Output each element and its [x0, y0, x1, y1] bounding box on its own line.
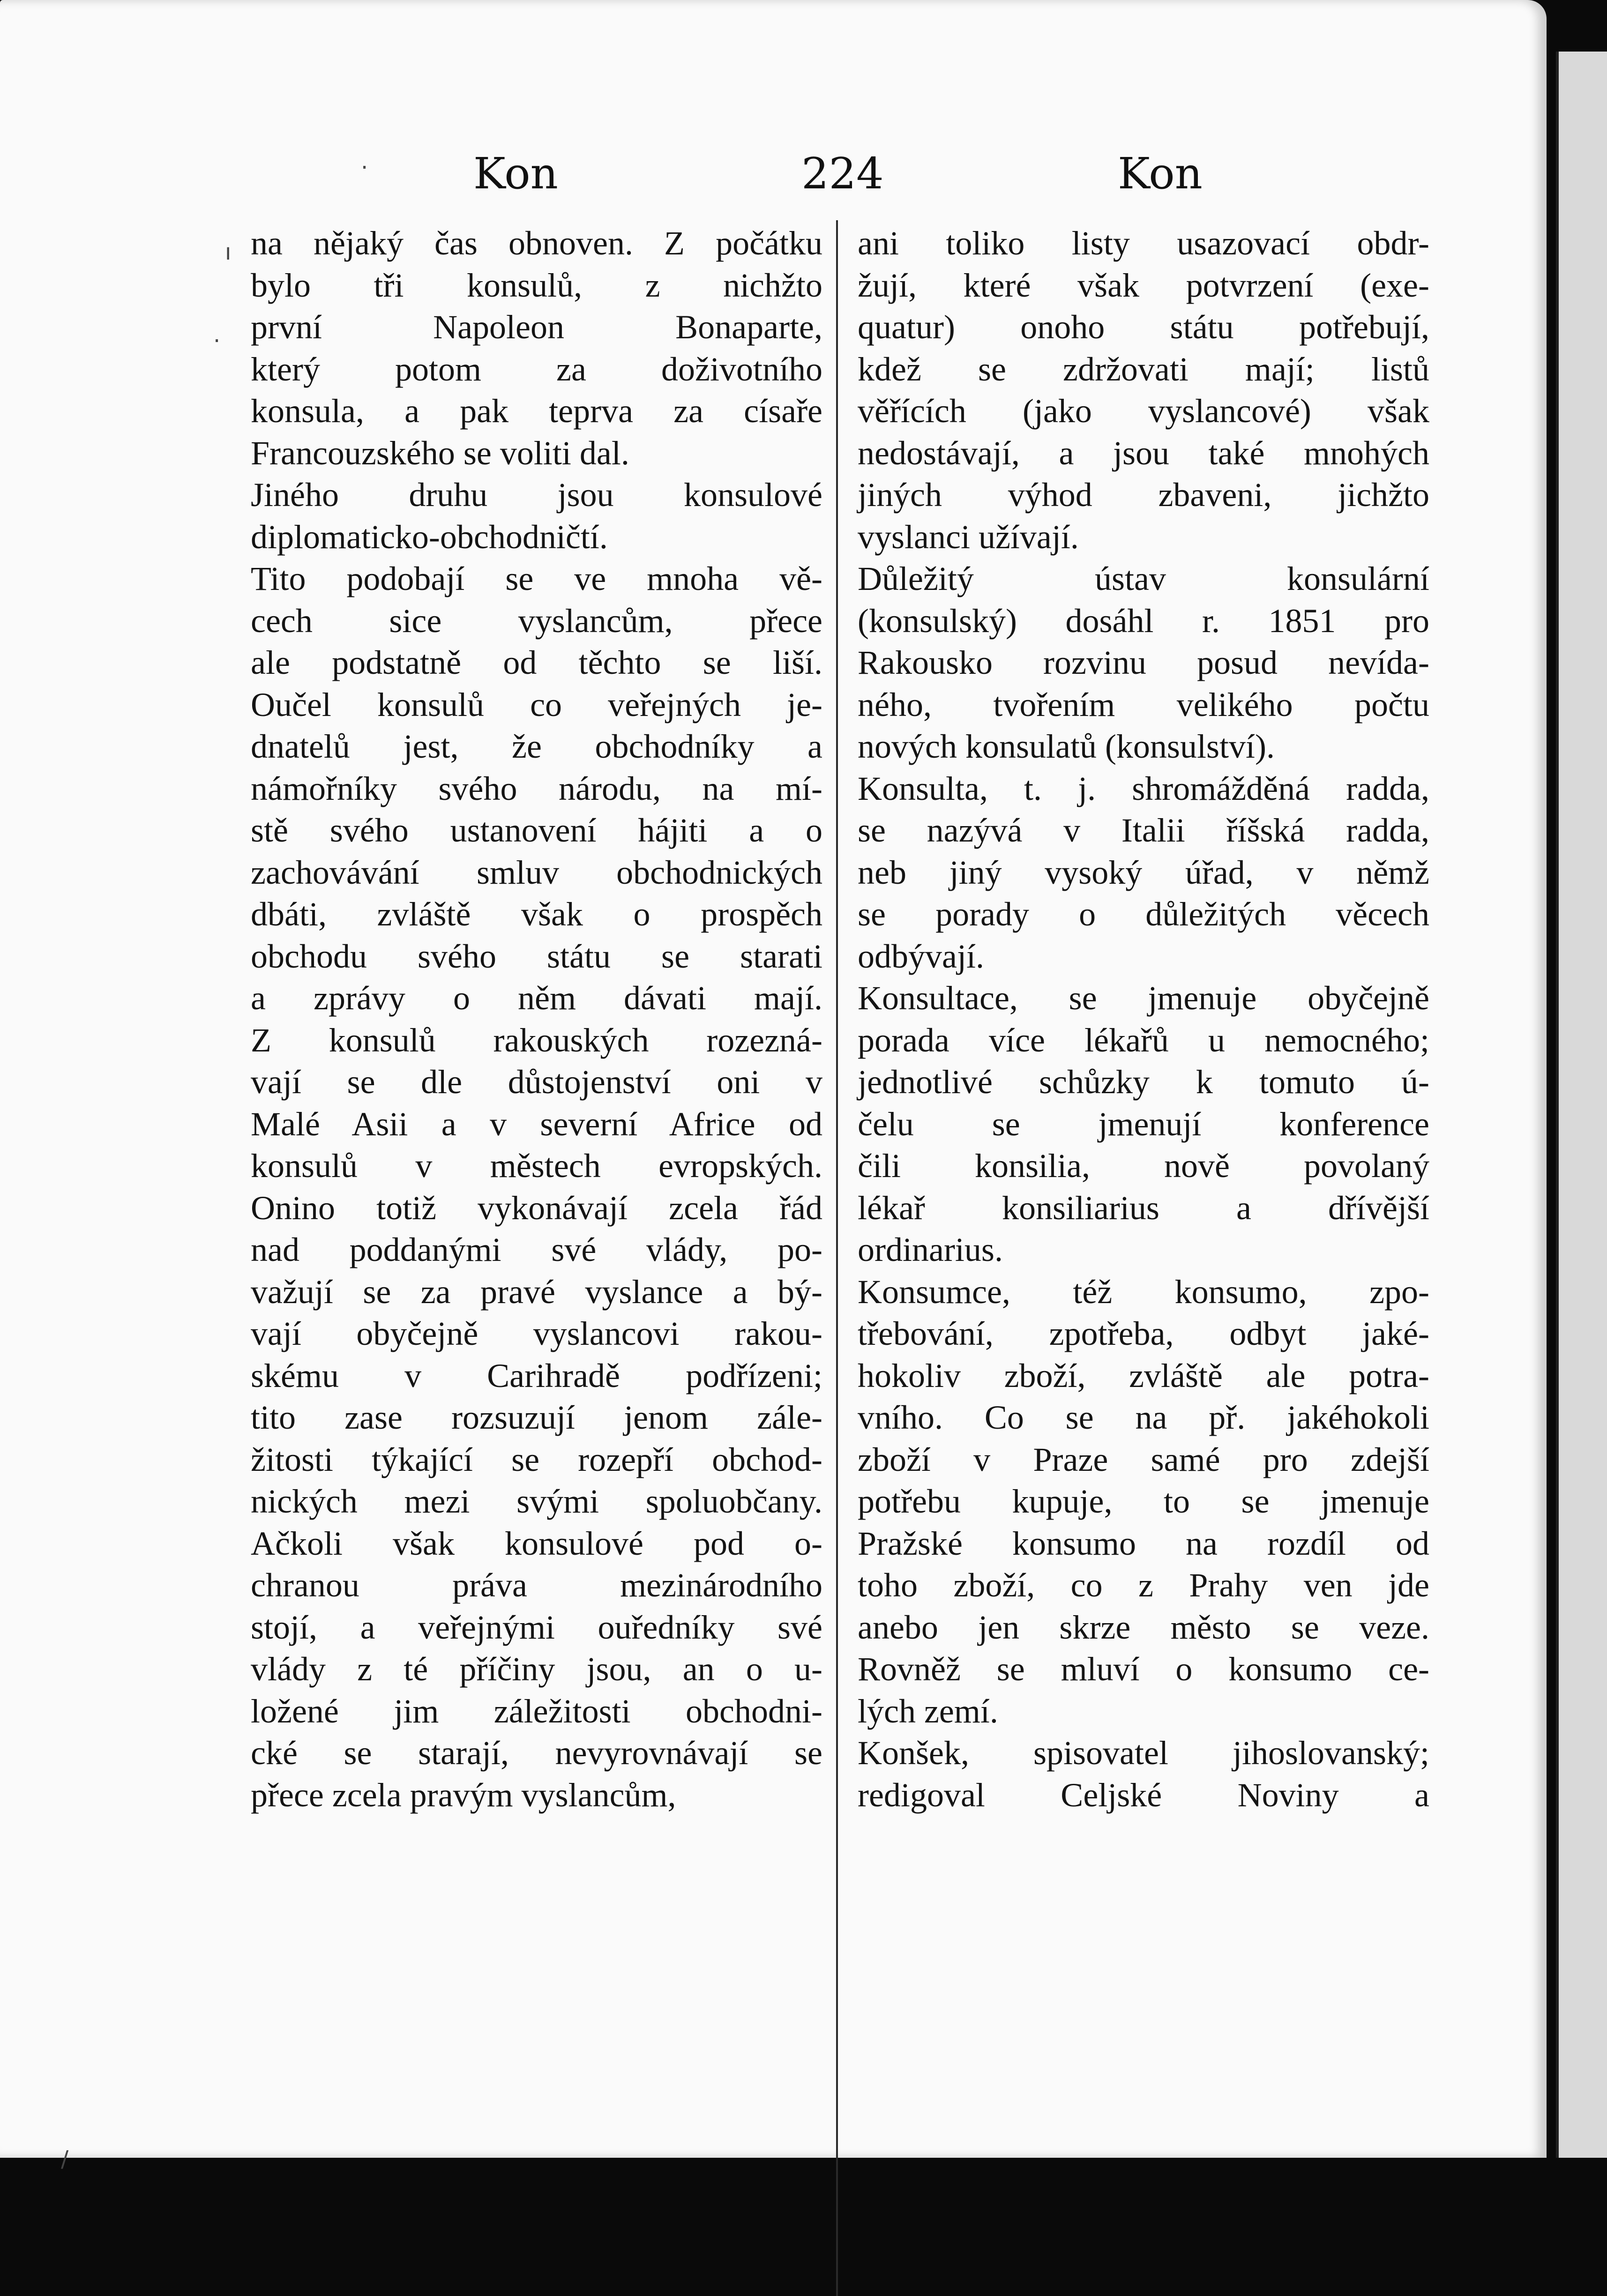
text-line: Konsumce, též konsumo, zpo-	[858, 1273, 1429, 1311]
text-line: přece zcela pravým vyslancům,	[251, 1776, 676, 1814]
text-line: hokoliv zboží, zvláště ale potra-	[858, 1357, 1429, 1394]
text-line: věřících (jako vyslancové) však	[858, 392, 1429, 430]
text-line: žují, které však potvrzení (exe-	[858, 266, 1429, 304]
text-line: nových konsulatů (konsulství).	[858, 728, 1275, 765]
text-line: na nějaký čas obnoven. Z počátku	[251, 224, 822, 262]
text-line: vního. Co se na př. jakéhokoli	[858, 1399, 1429, 1436]
text-line: čili konsilia, nově povolaný	[858, 1147, 1429, 1185]
text-line: ného, tvořením velikého počtu	[858, 686, 1429, 723]
column-divider	[836, 220, 838, 2296]
text-line: dbáti, zvláště však o prospěch	[251, 895, 822, 933]
text-line: Malé Asii a v severní Africe od	[251, 1105, 822, 1143]
text-line: vají se dle důstojenství oni v	[251, 1063, 822, 1101]
margin-mark: ı	[225, 239, 232, 265]
text-line: ani toliko listy usazovací obdr-	[858, 224, 1429, 262]
text-line: vyslanci užívají.	[858, 518, 1079, 556]
text-line: zachovávání smluv obchodnických	[251, 853, 822, 891]
text-line: ale podstatně od těchto se liší.	[251, 644, 822, 681]
text-line: Jiného druhu jsou konsulové	[251, 476, 822, 514]
text-line: se porady o důležitých věcech	[858, 895, 1429, 933]
text-line: ordinarius.	[858, 1231, 1003, 1268]
text-line: Důležitý ústav konsulární	[858, 560, 1429, 597]
text-line: skému v Carihradě podřízeni;	[251, 1357, 822, 1394]
text-line: Tito podobají se ve mnoha vě-	[251, 560, 822, 597]
page-edge	[1547, 0, 1556, 2158]
text-line: redigoval Celjské Noviny a	[858, 1776, 1429, 1814]
text-line: toho zboží, co z Prahy ven jde	[858, 1566, 1429, 1604]
text-line: Pražské konsumo na rozdíl od	[858, 1524, 1429, 1562]
text-line: žitosti týkající se rozepří obchod-	[251, 1440, 822, 1478]
text-line: nad poddanými své vlády, po-	[251, 1231, 822, 1268]
text-line: Z konsulů rakouských rozezná-	[251, 1021, 822, 1059]
margin-mark: /	[61, 2146, 69, 2172]
text-line: Rovněž se mluví o konsumo ce-	[858, 1650, 1429, 1688]
text-line: diplomaticko-obchodničtí.	[251, 518, 608, 556]
text-line: lých zemí.	[858, 1692, 998, 1730]
text-line: Francouzského se voliti dal.	[251, 434, 629, 472]
text-line: námořníky svého národu, na mí-	[251, 769, 822, 807]
page-number: 224	[801, 149, 884, 199]
text-line: který potom za doživotního	[251, 350, 822, 388]
running-head-left: Kon	[473, 149, 558, 199]
text-line: první Napoleon Bonaparte,	[251, 308, 822, 346]
text-line: chranou práva mezinárodního	[251, 1566, 822, 1604]
text-line: porada více lékařů u nemocného;	[858, 1021, 1429, 1059]
text-line: tito zase rozsuzují jenom zále-	[251, 1399, 822, 1436]
text-line: stě svého ustanovení hájiti a o	[251, 812, 822, 849]
text-line: se nazývá v Italii říšská radda,	[858, 812, 1429, 849]
text-line: potřebu kupuje, to se jmenuje	[858, 1483, 1429, 1520]
text-line: konsulů v městech evropských.	[251, 1147, 822, 1185]
text-line: vají obyčejně vyslancovi rakou-	[251, 1315, 822, 1352]
running-head-right: Kon	[1118, 149, 1203, 199]
text-line: anebo jen skrze město se veze.	[858, 1608, 1429, 1646]
text-line: (konsulský) dosáhl r. 1851 pro	[858, 602, 1429, 640]
text-line: jednotlivé schůzky k tomuto ú-	[858, 1063, 1429, 1101]
margin-mark: ·	[213, 328, 221, 354]
margin-mark: ·	[361, 155, 368, 181]
text-line: Ačkoli však konsulové pod o-	[251, 1524, 822, 1562]
text-line: třebování, zpotřeba, odbyt jaké-	[858, 1315, 1429, 1352]
text-line: stojí, a veřejnými ouředníky své	[251, 1608, 822, 1646]
text-line: odbývají.	[858, 937, 984, 975]
text-line: Rakousko rozvinu posud nevída-	[858, 644, 1429, 681]
text-line: Konsultace, se jmenuje obyčejně	[858, 979, 1429, 1017]
text-line: Oučel konsulů co veřejných je-	[251, 686, 822, 723]
text-line: Onino totiž vykonávají zcela řád	[251, 1189, 822, 1227]
text-line: cké se starají, nevyrovnávají se	[251, 1734, 822, 1772]
text-line: vlády z té příčiny jsou, an o u-	[251, 1650, 822, 1688]
text-line: neb jiný vysoký úřad, v němž	[858, 853, 1429, 891]
text-line: važují se za pravé vyslance a bý-	[251, 1273, 822, 1311]
text-line: quatur) onoho státu potřebují,	[858, 308, 1429, 346]
left-text-column	[251, 223, 822, 1816]
text-line: jiných výhod zbaveni, jichžto	[858, 476, 1429, 514]
right-text-column	[858, 223, 1429, 1816]
text-line: nických mezi svými spoluobčany.	[251, 1483, 822, 1520]
next-page-sliver	[1556, 52, 1607, 2158]
text-line: ložené jim záležitosti obchodni-	[251, 1692, 822, 1730]
text-line: zboží v Praze samé pro zdejší	[858, 1440, 1429, 1478]
text-line: čelu se jmenují konference	[858, 1105, 1429, 1143]
text-line: kdež se zdržovati mají; listů	[858, 350, 1429, 388]
text-line: konsula, a pak teprva za císaře	[251, 392, 822, 430]
text-line: dnatelů jest, že obchodníky a	[251, 728, 822, 765]
text-line: lékař konsiliarius a dřívější	[858, 1189, 1429, 1227]
text-line: Konsulta, t. j. shromážděná radda,	[858, 769, 1429, 807]
text-line: Konšek, spisovatel jihoslovanský;	[858, 1734, 1429, 1772]
text-line: bylo tři konsulů, z nichžto	[251, 266, 822, 304]
text-line: nedostávají, a jsou také mnohých	[858, 434, 1429, 472]
text-line: cech sice vyslancům, přece	[251, 602, 822, 640]
text-line: a zprávy o něm dávati mají.	[251, 979, 822, 1017]
text-line: obchodu svého státu se starati	[251, 937, 822, 975]
